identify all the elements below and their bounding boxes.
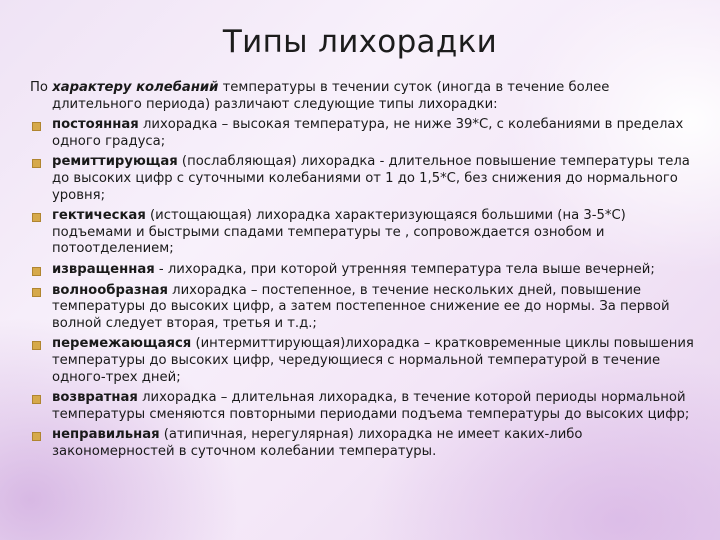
intro-emphasis: характеру колебаний [52,80,219,95]
fever-type-description: (интермиттирующая)лихорадка – кратковременные циклы повышения температуры до высоких цифр, чередующиеся с нормальной температурой в течение одного-трех дней; [52,336,694,385]
intro-rest: температуры в течении суток (иногда в течение более длительного периода) различают следующие типы лихорадки: [52,80,610,112]
fever-type-term: постоянная [52,117,139,133]
list-item [30,336,700,386]
fever-type-term: извращенная [52,261,155,277]
list-item [30,117,700,150]
intro-prefix: По [30,80,53,95]
fever-type-description: (послабляющая) лихорадка - длительное повышение температуры тела до высоких цифр с суточными колебаниями от 1 до 1,5*С, без снижения до нормального уровня; [52,154,690,203]
fever-type-description: лихорадка – высокая температура, не ниже 39*С, с колебаниями в пределах одного градуса; [52,117,684,149]
fever-type-term: возвратная [52,390,138,406]
list-item [30,154,700,204]
fever-type-term: перемежающаяся [52,336,192,352]
bullet-icon [32,395,41,404]
fever-type-description: лихорадка – постепенное, в течение нескольких дней, повышение температуры до высоких цифр, а затем постепенное снижение ее до нормы. За первой волной следует вторая, третья и т.д.; [52,282,670,331]
fever-type-description: лихорадка – длительная лихорадка, в течение которой периоды нормальной температуры сменяются повторными периодами подъема температуры до высоких цифр; [52,390,690,422]
fever-type-term: волнообразная [52,282,168,298]
intro-paragraph [30,80,700,113]
bullet-icon [32,288,41,297]
bullet-icon [32,122,41,131]
bullet-icon [32,341,41,350]
fever-types-list [30,117,700,460]
fever-type-description: (атипичная, нерегулярная) лихорадка не имеет каких-либо закономерностей в суточном колебании температуры. [52,427,583,459]
list-item [30,390,700,423]
fever-type-term: неправильная [52,427,160,443]
slide-title: Типы лихорадки [222,24,498,60]
list-item [30,208,700,258]
list-item [30,283,700,333]
bullet-icon [32,159,41,168]
fever-type-description: (истощающая) лихорадка характеризующаяся большими (на 3-5*С) подъемами и быстрыми спадами температуры те , сопровождается ознобом и потоотделением; [52,208,626,257]
bullet-icon [32,267,41,276]
fever-type-description: - лихорадка, при которой утренняя температура тела выше вечерней; [154,261,655,277]
fever-type-term: гектическая [52,208,146,224]
bullet-icon [32,432,41,441]
list-item [30,262,700,279]
slide-body [30,80,700,464]
list-item [30,427,700,460]
fever-type-term: ремиттирующая [52,154,178,170]
bullet-icon [32,213,41,222]
